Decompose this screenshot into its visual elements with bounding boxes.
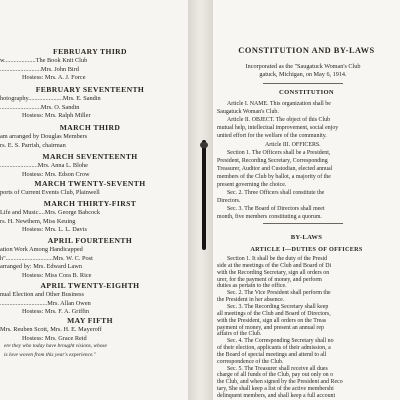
schedule-line: am arranged by Douglas Members	[0, 133, 88, 140]
bylaws-line: duties as pertain to the office.	[217, 283, 287, 290]
schedule-line: ation Work Among Handicapped	[0, 246, 83, 253]
bylaws-line: Sec. 2. The Vice President shall perform the	[227, 290, 331, 297]
schedule-line: ere they who today have brought visions, whose	[4, 343, 107, 350]
schedule-line: Mrs. Reuben Scott, Mrs. H. E. Mayeroff	[0, 326, 102, 333]
section-title: MAY FIFTH	[67, 316, 113, 325]
constitution-line: Sec. 3. The Board of Directors shall meet	[227, 206, 325, 213]
constitution-line: united effort for the welfare of the community.	[217, 133, 327, 140]
constitution-line: mutual help, intellectual improvement, social enjoy	[217, 125, 339, 132]
section-title: MARCH TWENTY-SEVENTH	[34, 179, 146, 188]
bylaws-title: BY-LAWS	[290, 234, 323, 241]
bylaws-line: the President in her absence.	[217, 297, 285, 304]
bylaws-line: Sec. 3. The Recording Secretary shall keep	[227, 303, 329, 310]
constitution-line: Directors.	[217, 198, 241, 205]
schedule-line: ports of Current Events Club, Plainwell	[0, 189, 100, 196]
bylaws-line: urer, for the payment of money, and perform	[217, 276, 322, 283]
section-title: APRIL FOURTEENTH	[47, 236, 133, 245]
bylaws-line: with the President, sign all orders on the Treas	[217, 317, 327, 324]
constitution-line: Article I. NAME. This organization shall be	[227, 101, 331, 107]
left-page	[0, 0, 188, 400]
section-title: MARCH SEVENTEENTH	[42, 152, 138, 161]
schedule-line: arranged by: Mrs. Edward Lawn	[0, 263, 83, 271]
divider	[263, 223, 343, 224]
schedule-line: Hostess: Mrs. A. J. Force	[22, 74, 86, 82]
constitution-line: President, Recording Secretary, Corresponding	[217, 157, 328, 164]
bylaws-line: all meetings of the Club and Board of Directors,	[217, 310, 331, 317]
schedule-line: rs. E. S. Parrish, chairman	[0, 141, 66, 149]
section-title: MARCH THIRTY-FIRST	[43, 199, 137, 208]
right-page	[213, 0, 400, 400]
bylaws-line: side at the meetings of the Club and Board of Di	[217, 262, 332, 269]
schedule-line: hotography......................Mrs. E. Sandin	[0, 95, 101, 102]
constitution-line: month, five members constituting a quorum.	[217, 214, 322, 221]
constitution-line: Sec. 2. Three Officers shall constitute the	[227, 190, 325, 197]
schedule-line: nual Election and Other Business	[0, 291, 84, 298]
section-title: MARCH THIRD	[59, 123, 121, 132]
bylaws-line: the Club, and when signed by the President and Reco	[217, 379, 343, 386]
bylaws-line: Section 1. It shall be the duty of the Presid	[227, 256, 328, 262]
constitution-line: present governing the choice.	[217, 182, 287, 188]
schedule-line: Hostess: Mrs. L. L. Davis	[22, 226, 87, 234]
schedule-line: h"..............................Mrs. W. C. Post	[0, 254, 93, 262]
schedule-line: ..........................Mrs. O. Sandin	[0, 103, 80, 111]
section-title: APRIL TWENTY-EIGHTH	[40, 281, 140, 290]
schedule-line: Hostess: Mrs. F. A. Griffin	[22, 308, 90, 316]
schedule-line: Life and Music....Mrs. George Babcock	[0, 209, 101, 216]
staple-head	[200, 142, 208, 148]
schedule-line: Hostess: Mrs. Grace Reid	[22, 334, 87, 342]
constitution-title: CONSTITUTION	[279, 89, 334, 96]
schedule-line: ..........................Mrs. John Bird	[0, 65, 79, 73]
bylaws-line: tary, She shall keep a list of the active membershi	[217, 386, 334, 393]
constitution-line: Section 1. The Officers shall be a President,	[227, 149, 331, 156]
schedule-line: is love woven from this year's experience."	[4, 351, 96, 358]
bylaws-line: Sec. 4. The Corresponding Secretary shall no	[227, 338, 334, 345]
incorporation-line-2: gatuck, Michigan, on May 6, 1914.	[259, 71, 347, 78]
bylaws-line: of their election, applicants of their admission, a	[217, 345, 331, 352]
bylaws-line: Sec. 5. The Treasurer shall receive all dues	[227, 365, 328, 372]
bylaws-line: affairs of the Club.	[217, 331, 262, 338]
binding-staple	[202, 140, 206, 250]
bylaws-line: the Board of special meetings and attend to all	[217, 351, 327, 358]
constitution-line: Article III. OFFICERS.	[265, 141, 321, 148]
bylaws-line: charge of all funds of the Club, pay out only on o	[217, 372, 334, 379]
bylaws-line: correspondence of the Club.	[217, 358, 284, 365]
schedule-line: ........................Mrs. Anna L. Blohe	[0, 162, 88, 169]
divider	[263, 83, 343, 84]
schedule-line: ..............................Mrs. Allan Owen	[0, 299, 91, 307]
section-title: FEBRUARY SEVENTEENTH	[35, 85, 145, 94]
bylaws-line: payment of money, and present an annual rep	[217, 324, 324, 331]
schedule-line: w....................The Book Knit Club	[0, 57, 88, 64]
constitution-line: Saugatuck Woman's Club.	[217, 109, 279, 116]
schedule-line: Hostess: Mrs. Ralph Miller	[22, 112, 91, 120]
constitution-line: members of the Club by ballot, a majority of the	[217, 173, 331, 180]
schedule-line: rs. H. Newthem, Miss Keuing	[0, 217, 76, 225]
bylaws-line: delinquent members, and shall keep a full account	[217, 393, 336, 399]
schedule-line: Hostess: Mrs. Edson Crow	[22, 170, 90, 178]
constitution-line: Article II. OBJECT. The object of this Club	[227, 117, 331, 124]
constitution-line: Treasurer, Auditor and Custodian, elected annual	[217, 165, 333, 172]
article-title: ARTICLE I—DUTIES OF OFFICERS	[250, 246, 363, 253]
incorporation-line-1: Incorporated as the "Saugatuck Woman's Club	[245, 63, 361, 70]
page-gutter	[188, 0, 213, 400]
bylaws-line: with the Recording Secretary, sign all orders on	[217, 269, 330, 276]
constitution-heading: CONSTITUTION AND BY-LAWS	[238, 46, 375, 55]
section-title: FEBRUARY THIRD	[53, 47, 127, 56]
schedule-line: Hostess: Miss Cora B. Rice	[22, 271, 92, 279]
